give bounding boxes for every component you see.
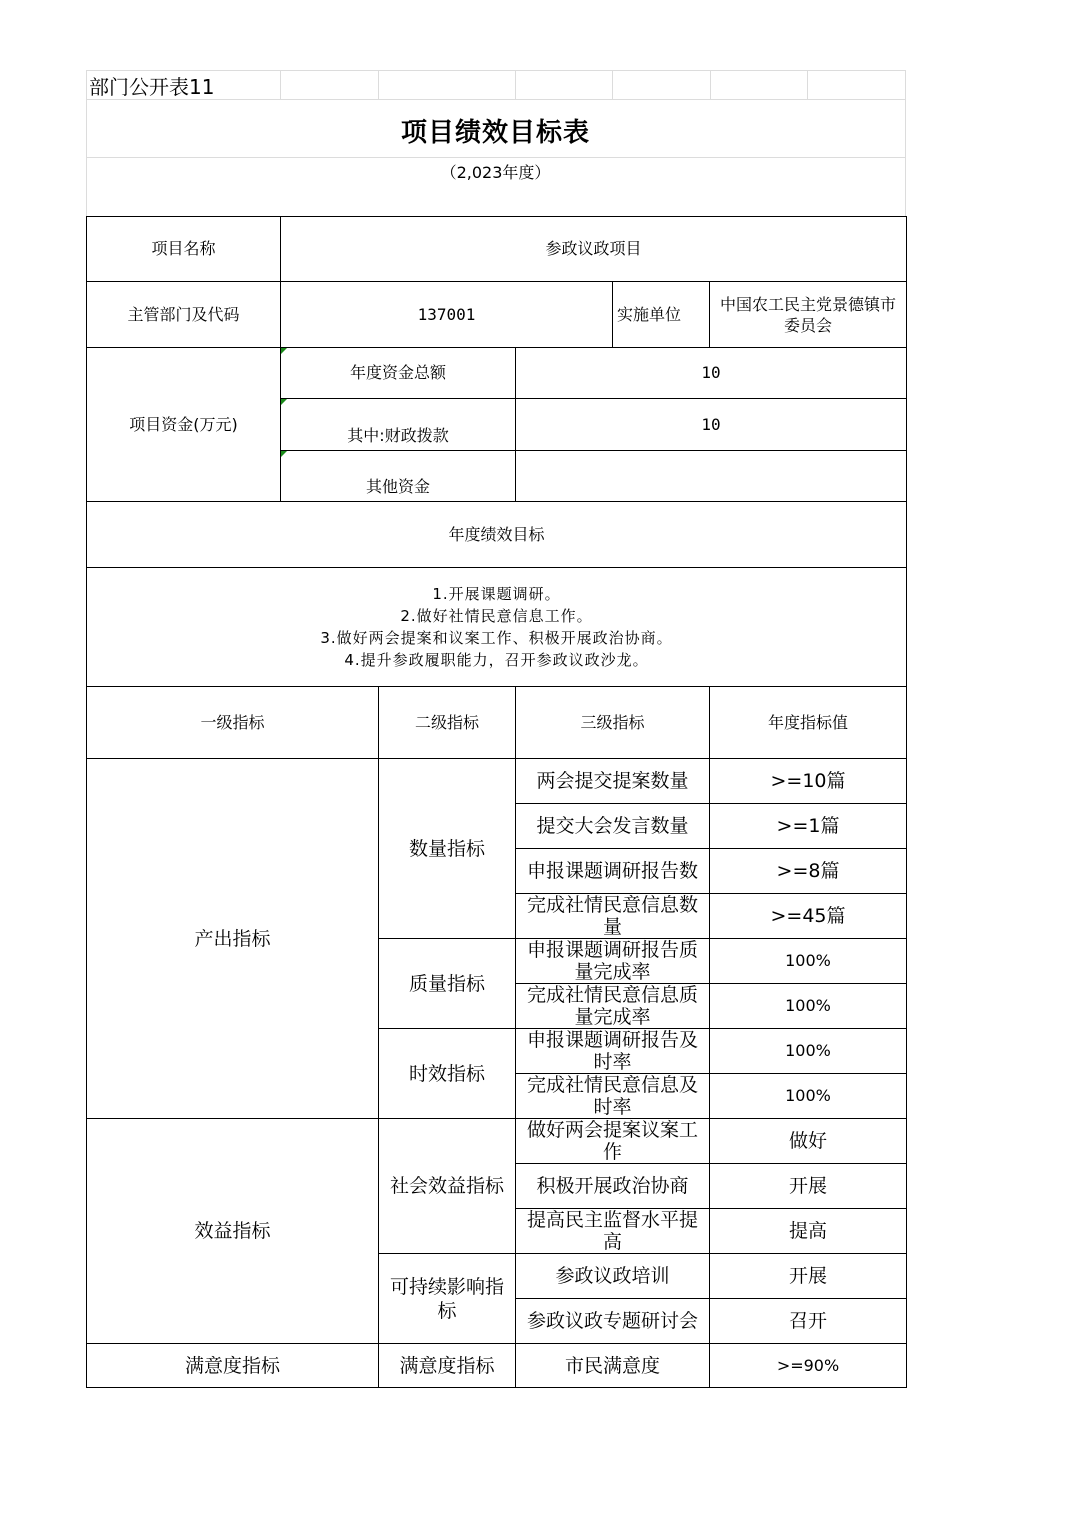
gridline	[86, 70, 906, 71]
indicator-name: 申报课题调研报告数	[516, 849, 710, 894]
gridline	[86, 157, 906, 158]
total-funds-label: 年度资金总额	[281, 348, 516, 399]
level2-quality: 质量指标	[379, 939, 516, 1029]
gridline	[280, 70, 281, 99]
indicator-value: 做好	[710, 1119, 907, 1164]
indicator-value: 100%	[710, 1074, 907, 1119]
level1-satisfaction: 满意度指标	[87, 1344, 379, 1388]
performance-target-table	[86, 216, 907, 1388]
indicator-name: 做好两会提案议案工作	[516, 1119, 710, 1164]
indicator-name: 提高民主监督水平提高	[516, 1209, 710, 1254]
header-level3: 三级指标	[516, 687, 710, 759]
indicator-value: >=45篇	[710, 894, 907, 939]
goals-row	[87, 568, 907, 687]
indicator-name: 申报课题调研报告及时率	[516, 1029, 710, 1074]
indicator-name: 完成社情民意信息及时率	[516, 1074, 710, 1119]
gridline	[807, 70, 808, 99]
goals-header-row	[87, 502, 907, 568]
level2-social: 社会效益指标	[379, 1119, 516, 1254]
project-name-row	[87, 217, 907, 282]
sheet-tag: 部门公开表11	[89, 75, 215, 99]
indicator-row	[87, 1344, 907, 1388]
implementing-unit-value: 中国农工民主党景德镇市委员会	[710, 282, 907, 348]
indicator-row	[87, 759, 907, 804]
indicator-name: 两会提交提案数量	[516, 759, 710, 804]
project-name-label: 项目名称	[87, 217, 281, 282]
implementing-unit-label: 实施单位	[613, 282, 710, 348]
gridline	[905, 70, 906, 216]
header-level1: 一级指标	[87, 687, 379, 759]
indicator-value: 开展	[710, 1164, 907, 1209]
goal-item: 1.开展课题调研。	[432, 585, 561, 603]
indicator-value: >=8篇	[710, 849, 907, 894]
department-label: 主管部门及代码	[87, 282, 281, 348]
total-funds-value: 10	[516, 348, 907, 399]
indicator-row	[87, 1119, 907, 1164]
indicator-value: >=90%	[710, 1344, 907, 1388]
fiscal-year-note: （2,023年度）	[440, 163, 551, 182]
level2-quantity: 数量指标	[379, 759, 516, 939]
indicator-value: 提高	[710, 1209, 907, 1254]
other-funds-value	[516, 451, 907, 502]
department-row	[87, 282, 907, 348]
indicator-name: 申报课题调研报告质量完成率	[516, 939, 710, 984]
fiscal-funds-label: 其中:财政拨款	[281, 399, 516, 451]
funds-total-row	[87, 348, 907, 399]
indicator-value: >=1篇	[710, 804, 907, 849]
indicator-name: 参政议政专题研讨会	[516, 1299, 710, 1344]
gridline	[515, 70, 516, 99]
level1-output: 产出指标	[87, 759, 379, 1119]
department-code: 137001	[281, 282, 613, 348]
indicator-value: 开展	[710, 1254, 907, 1299]
level2-timeliness: 时效指标	[379, 1029, 516, 1119]
gridline	[612, 70, 613, 99]
indicator-name: 市民满意度	[516, 1344, 710, 1388]
fiscal-funds-value: 10	[516, 399, 907, 451]
funds-label: 项目资金(万元)	[87, 348, 281, 502]
indicator-name: 完成社情民意信息数量	[516, 894, 710, 939]
other-funds-label: 其他资金	[281, 451, 516, 502]
header-level2: 二级指标	[379, 687, 516, 759]
gridline	[378, 70, 379, 99]
annual-goals-header: 年度绩效目标	[87, 502, 907, 568]
indicator-name: 提交大会发言数量	[516, 804, 710, 849]
project-name-value: 参政议政项目	[281, 217, 907, 282]
gridline	[710, 70, 711, 99]
goal-item: 2.做好社情民意信息工作。	[400, 607, 593, 625]
page-title: 项目绩效目标表	[400, 118, 590, 148]
indicator-name: 积极开展政治协商	[516, 1164, 710, 1209]
indicator-name: 完成社情民意信息质量完成率	[516, 984, 710, 1029]
annual-goals-list	[87, 568, 907, 687]
goal-item: 4.提升参政履职能力，召开参政议政沙龙。	[344, 651, 649, 669]
goal-item: 3.做好两会提案和议案工作、积极开展政治协商。	[320, 629, 673, 647]
indicator-name: 参政议政培训	[516, 1254, 710, 1299]
indicator-value: 100%	[710, 939, 907, 984]
level2-sustain: 可持续影响指标	[379, 1254, 516, 1344]
indicator-header-row	[87, 687, 907, 759]
level2-satisfaction: 满意度指标	[379, 1344, 516, 1388]
header-target-value: 年度指标值	[710, 687, 907, 759]
indicator-value: 100%	[710, 984, 907, 1029]
indicator-value: 100%	[710, 1029, 907, 1074]
indicator-value: 召开	[710, 1299, 907, 1344]
indicator-value: >=10篇	[710, 759, 907, 804]
level1-benefit: 效益指标	[87, 1119, 379, 1344]
